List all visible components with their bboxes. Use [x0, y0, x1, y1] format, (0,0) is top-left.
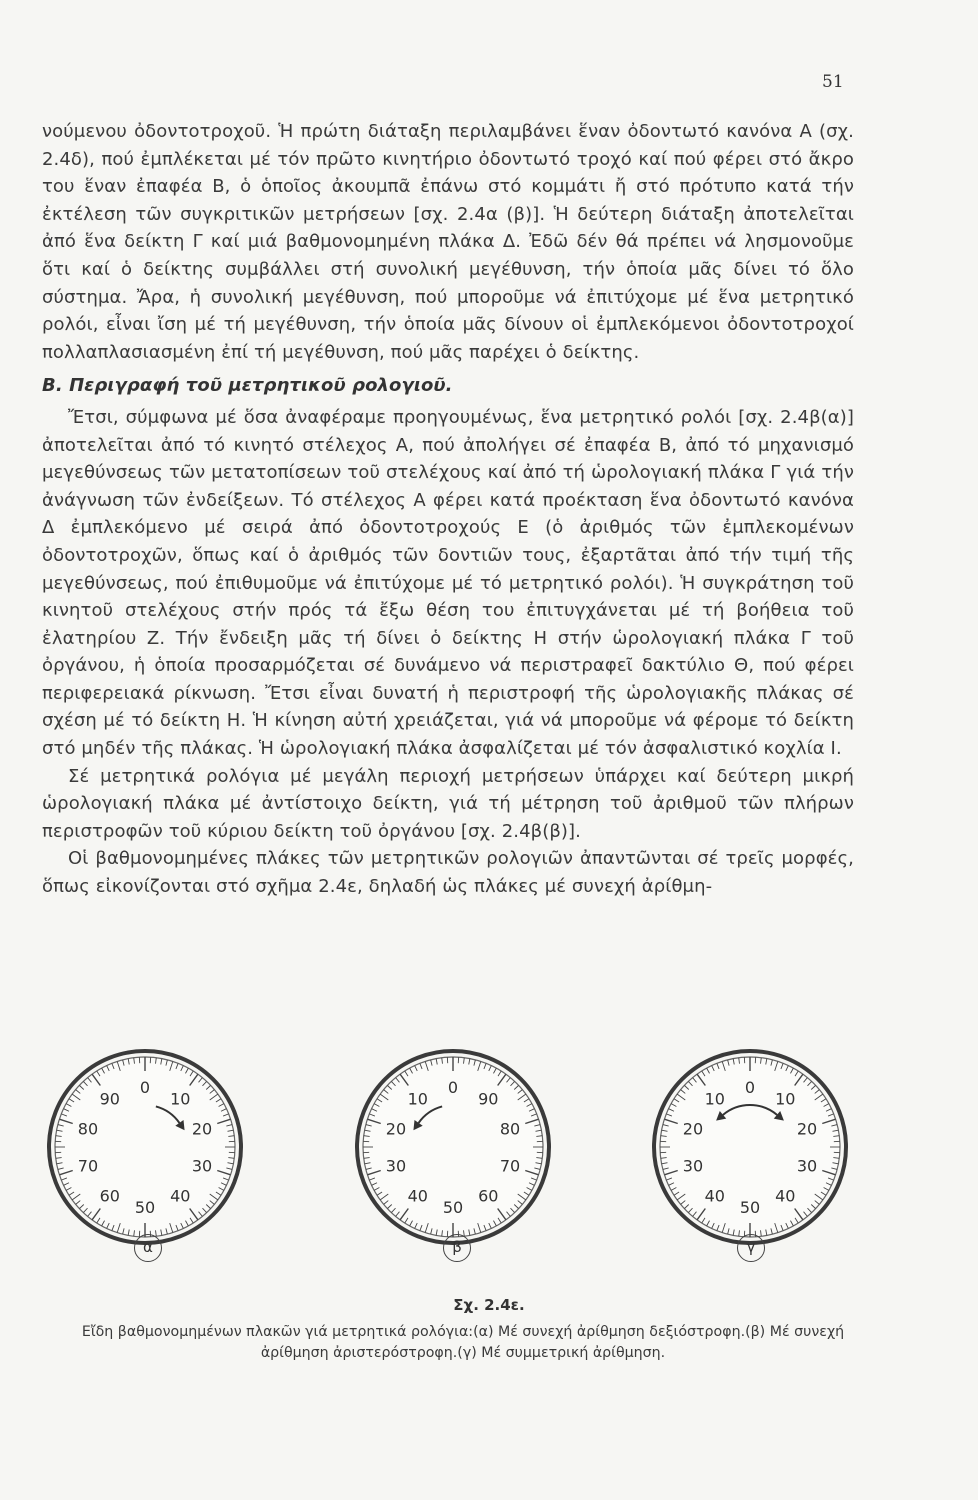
- dial-number: 30: [796, 1156, 818, 1176]
- paragraph-4: Οἱ βαθμονομημένες πλάκες τῶν μετρητικῶν ρολογιῶν ἀπαντῶνται σέ τρεῖς μορφές, ὅπως εἰκονίζονται στό σχῆμα 2.4ε, δηλαδή ὡς πλάκες μέ συνεχή ἀρίθμη-: [42, 848, 854, 898]
- page-number: 51: [822, 72, 844, 92]
- dial-number: 20: [682, 1119, 704, 1139]
- dial-label-gamma: γ: [737, 1234, 765, 1262]
- dial-number: 90: [99, 1089, 120, 1109]
- paragraph-2: Ἔτσι, σύμφωνα μέ ὅσα ἀναφέραμε προηγουμένως, ἕνα μετρητικό ρολόι [σχ. 2.4β(α)] ἀποτελεῖται ἀπό τό κινητό στέλεχος Α, πού ἀπολήγει σέ ἐπαφέα Β, ἀπό τό μηχανισμό μεγεθύνσεως τῶν μετατοπίσεων τοῦ στελέχους καί ἀπό τή ὡρολογιακή πλάκα Γ γιά τήν ἀνάγνωση τῶν ἐνδείξεων. Τό στέλεχος Α φέρει κατά προέκταση ἕνα ὀδοντωτό κανόνα Δ ἐμπλεκόμενο μέ σειρά ἀπό ὀδοντοτροχούς Ε (ὁ ἀριθμός τῶν ἐμπλεκομένων ὀδοντοτροχῶν, ὅπως καί ὁ ἀριθμός τῶν δοντιῶν τους, ἐξαρτᾶται ἀπό τήν τιμή τῆς μεγεθύνσεως, πού ἐπιθυμοῦμε νά ἐπιτύχομε μέ τό μετρητικό ρολόι). Ἡ συγκράτηση τοῦ κινητοῦ στελέχους στήν πρός τά ἔξω θέση του ἐπιτυγχάνεται μέ τή βοήθεια τοῦ ἐλατηρίου Ζ. Τήν ἔνδειξη μᾶς τή δίνει ὁ δείκτης Η στήν ὡρολογιακή πλάκα Γ τοῦ ὀργάνου, ἡ ὁποία προσαρμόζεται σέ δυνάμενο νά περιστραφεῖ δακτύλιο Θ, πού φέρει περιφερειακά ρίκνωση. Ἔτσι εἶναι δυνατή ἡ περιστροφή τῆς ὡρολογιακῆς πλάκας σέ σχέση μέ τό δείκτη Η. Ἡ κίνηση αὐτή χρειάζεται, γιά νά μποροῦμε νά φέρομε τό δείκτη στό μηδέν τῆς πλάκας. Ἡ ὡρολογιακή πλάκα ἀσφαλίζεται μέ τόν ἀσφαλιστικό κοχλία Ι.: [42, 406, 854, 760]
- dial-number: 10: [704, 1089, 725, 1109]
- section-heading: Β. Περιγραφή τοῦ μετρητικοῦ ρολογιοῦ.: [42, 375, 453, 397]
- figure-caption: Εἴδη βαθμονομημένων πλακῶν γιά μετρητικά ρολόγια:(α) Μέ συνεχή ἀρίθμηση δεξιόστροφη.(β) Μέ συνεχή ἀρίθμηση ἀριστερόστροφη.(γ) Μέ συμμετρική ἀρίθμηση.: [81, 1324, 845, 1361]
- dial-number: 0: [139, 1078, 151, 1097]
- dial-figure: [0, 1022, 978, 1282]
- paragraph-3: Σέ μετρητικά ρολόγια μέ μεγάλη περιοχή μετρήσεων ὑπάρχει καί δεύτερη μικρή ὡρολογιακή πλάκα μέ ἀντίστοιχο δείκτη, γιά τή μέτρηση τοῦ ἀριθμοῦ τῶν πλήρων περιστροφῶν τοῦ κύριου δείκτη τοῦ ὀργάνου [σχ. 2.4β(β)].: [42, 765, 854, 842]
- dial-number: 30: [191, 1156, 213, 1176]
- dial-number: 90: [478, 1089, 499, 1109]
- dial-number: 30: [385, 1156, 407, 1176]
- dial-number: 40: [775, 1186, 796, 1206]
- dial-number: 40: [407, 1186, 428, 1206]
- dial-number: 50: [739, 1198, 761, 1217]
- dial-number: 0: [447, 1078, 459, 1097]
- dial-label-beta: β: [443, 1234, 471, 1262]
- dial-number: 50: [134, 1198, 156, 1217]
- dial-number: 10: [775, 1089, 796, 1109]
- dial-number: 50: [442, 1198, 464, 1217]
- body-text: [42, 118, 854, 901]
- dial-number: 20: [385, 1119, 407, 1139]
- dial-number: 80: [499, 1119, 521, 1139]
- dial-alpha: [49, 1051, 241, 1243]
- dial-number: 0: [744, 1078, 756, 1097]
- dial-number: 60: [478, 1186, 499, 1206]
- dial-number: 20: [796, 1119, 818, 1139]
- dial-number: 10: [407, 1089, 428, 1109]
- dial-number: 30: [682, 1156, 704, 1176]
- dial-number: 40: [170, 1186, 191, 1206]
- figure-title: Σχ. 2.4ε.: [453, 1296, 525, 1314]
- dial-number: 20: [191, 1119, 213, 1139]
- dial-number: 70: [499, 1156, 521, 1176]
- dial-number: 40: [704, 1186, 725, 1206]
- dial-gamma: [654, 1051, 846, 1243]
- dial-number: 10: [170, 1089, 191, 1109]
- dial-number: 80: [77, 1119, 99, 1139]
- dial-label-alpha: α: [134, 1234, 162, 1262]
- dial-number: 70: [77, 1156, 99, 1176]
- paragraph-1: νούμενου ὀδοντοτροχοῦ. Ἡ πρώτη διάταξη περιλαμβάνει ἕναν ὀδοντωτό κανόνα Α (σχ. 2.4δ), πού ἐμπλέκεται μέ τόν πρῶτο κινητήριο ὀδοντωτό τροχό καί πού φέρει στό ἄκρο του ἕναν ἐπαφέα Β, ὁ ὁποῖος ἀκουμπᾶ ἐπάνω στό κομμάτι ἤ στό πρότυπο κατά τήν ἐκτέλεση τῶν συγκριτικῶν μετρήσεων [σχ. 2.4α (β)]. Ἡ δεύτερη διάταξη ἀποτελεῖται ἀπό ἕνα δείκτη Γ καί μιά βαθμονομημένη πλάκα Δ. Ἐδῶ δέν θά πρέπει νά λησμονοῦμε ὅτι καί ὁ δείκτης συμβάλλει στή συνολική μεγέθυνση, τήν ὁποία μᾶς δίνει τό ὅλο σύστημα. Ἄρα, ἡ συνολική μεγέθυνση, πού μποροῦμε νά ἐπιτύχομε μέ ἕνα μετρητικό ρολόι, εἶναι ἴση μέ τή μεγέθυνση, τήν ὁποία μᾶς δίνουν οἱ ἐμπλεκόμενοι ὀδοντοτροχοί πολλαπλασιασμένη ἐπί τή μεγέθυνση, πού μᾶς παρέχει ὁ δείκτης.: [42, 121, 854, 363]
- dial-beta: [357, 1051, 549, 1243]
- dial-number: 60: [99, 1186, 120, 1206]
